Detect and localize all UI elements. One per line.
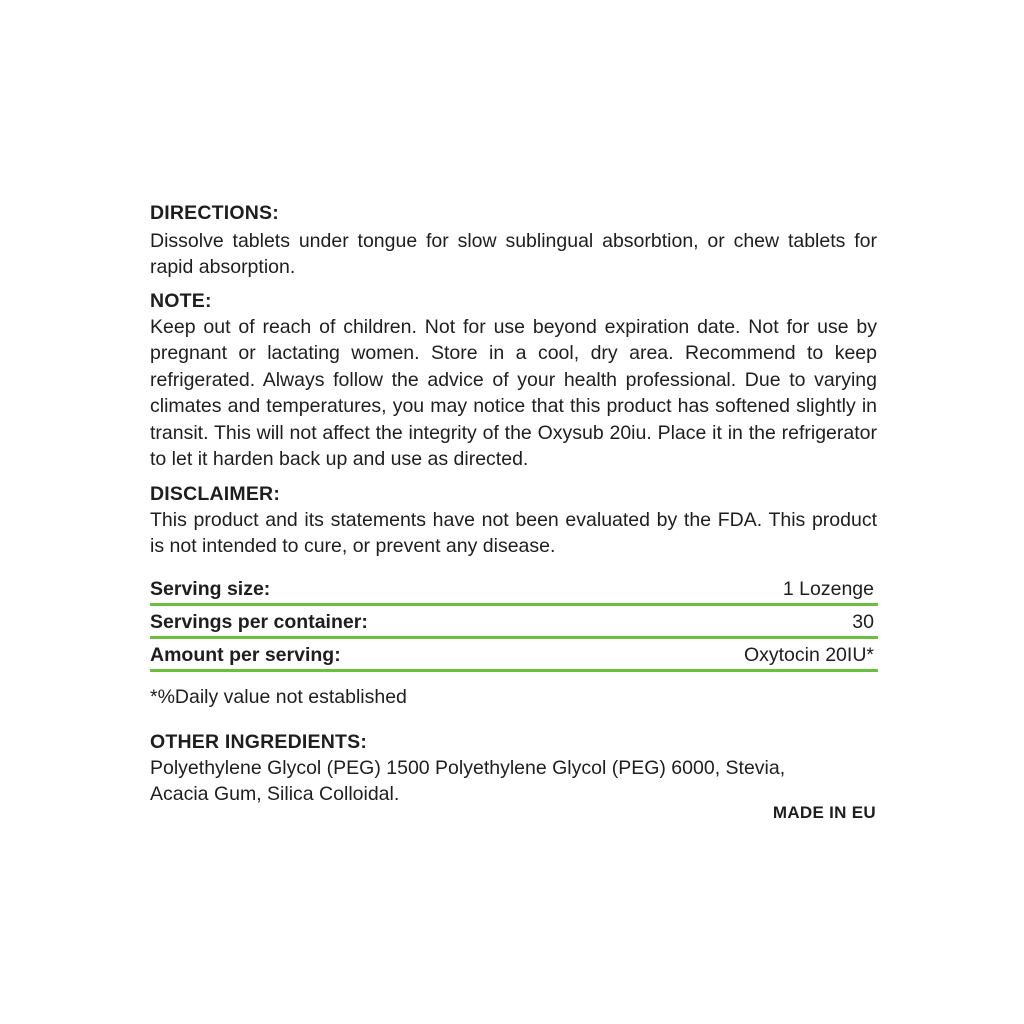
ingredients-heading: OTHER INGREDIENTS: bbox=[150, 731, 368, 753]
directions-section bbox=[150, 202, 877, 281]
servings-per-container-label: Servings per container: bbox=[150, 611, 368, 633]
daily-value-footnote: *%Daily value not established bbox=[150, 686, 407, 708]
note-text: Keep out of reach of children. Not for use beyond expiration date. Not for use by pregnant or lactating women. Store in a cool, dry area. Recommend to keep refrigerated. Always follow the advice of your health professional. Due to varying climates and temperatures, you may notice that this product has softened slightly in transit. This will not affect the integrity of the Oxysub 20iu. Place it in the refrigerator to let it harden back up and use as directed. bbox=[150, 316, 877, 471]
amount-per-serving-value: Oxytocin 20IU* bbox=[743, 644, 874, 666]
fact-row-servings-per-container bbox=[150, 606, 878, 639]
ingredients-text: Polyethylene Glycol (PEG) 1500 Polyethylene Glycol (PEG) 6000, Stevia, Acacia Gum, Silica Colloidal. bbox=[150, 757, 786, 806]
directions-text: Dissolve tablets under tongue for slow sublingual absorbtion, or chew tablets for rapid absorption. bbox=[150, 230, 877, 279]
serving-size-value: 1 Lozenge bbox=[782, 578, 874, 600]
servings-per-container-value: 30 bbox=[852, 611, 874, 633]
serving-size-label: Serving size: bbox=[150, 578, 271, 600]
supplement-facts-table bbox=[150, 573, 878, 672]
disclaimer-section bbox=[150, 483, 877, 560]
amount-per-serving-label: Amount per serving: bbox=[150, 644, 341, 666]
note-section bbox=[150, 290, 877, 472]
disclaimer-heading: DISCLAIMER: bbox=[150, 483, 281, 505]
directions-heading: DIRECTIONS: bbox=[150, 202, 279, 224]
footnote-section bbox=[150, 684, 877, 710]
fact-row-amount-per-serving bbox=[150, 639, 878, 672]
made-in-label: MADE IN EU bbox=[772, 803, 876, 822]
note-heading: NOTE: bbox=[150, 290, 212, 312]
disclaimer-text: This product and its statements have not been evaluated by the FDA. This product is not intended to cure, or prevent any disease. bbox=[150, 509, 877, 558]
ingredients-section bbox=[150, 731, 877, 808]
fact-row-serving-size bbox=[150, 573, 878, 606]
